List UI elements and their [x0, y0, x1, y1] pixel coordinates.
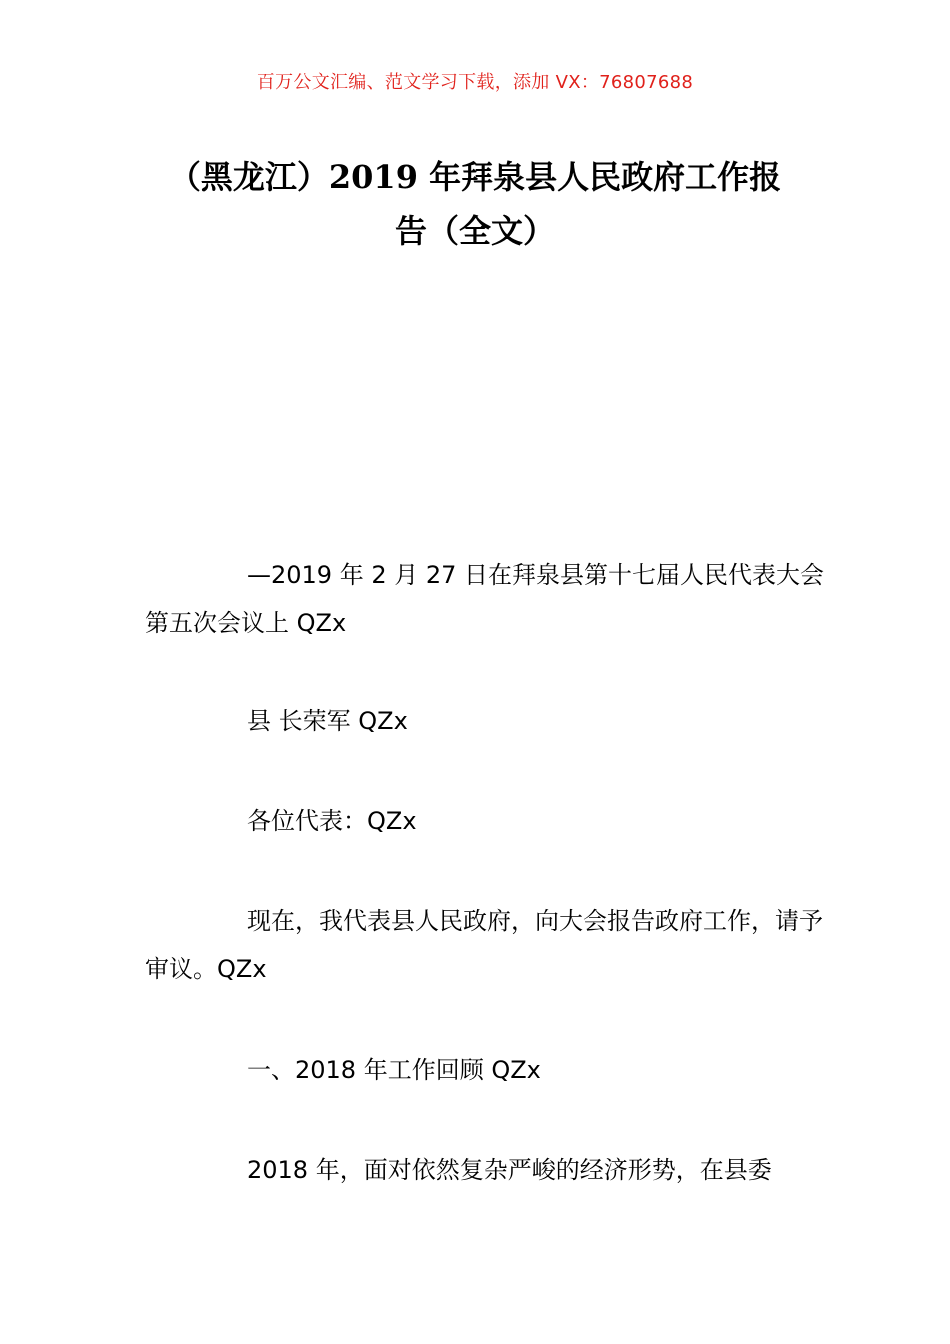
salutation: 各位代表：QZx	[247, 807, 417, 835]
title-line-1: （黑龙江）2019 年拜泉县人民政府工作报	[168, 158, 782, 196]
body-paragraph: 2018 年，面对依然复杂严峻的经济形势，在县委	[247, 1156, 772, 1184]
title-line-2: 告（全文）	[394, 212, 555, 250]
intro-paragraph: 现在，我代表县人民政府，向大会报告政府工作，请予审议。QZx	[145, 907, 823, 983]
download-notice: 百万公文汇编、范文学习下载，添加 VX：76807688	[256, 72, 694, 93]
speaker-line: 县 长荣军 QZx	[247, 707, 408, 735]
section-heading: 一、2018 年工作回顾 QZx	[247, 1056, 541, 1084]
document-title	[140, 150, 810, 258]
meeting-info-paragraph: —2019 年 2 月 27 日在拜泉县第十七届人民代表大会第五次会议上 QZx	[145, 561, 825, 637]
